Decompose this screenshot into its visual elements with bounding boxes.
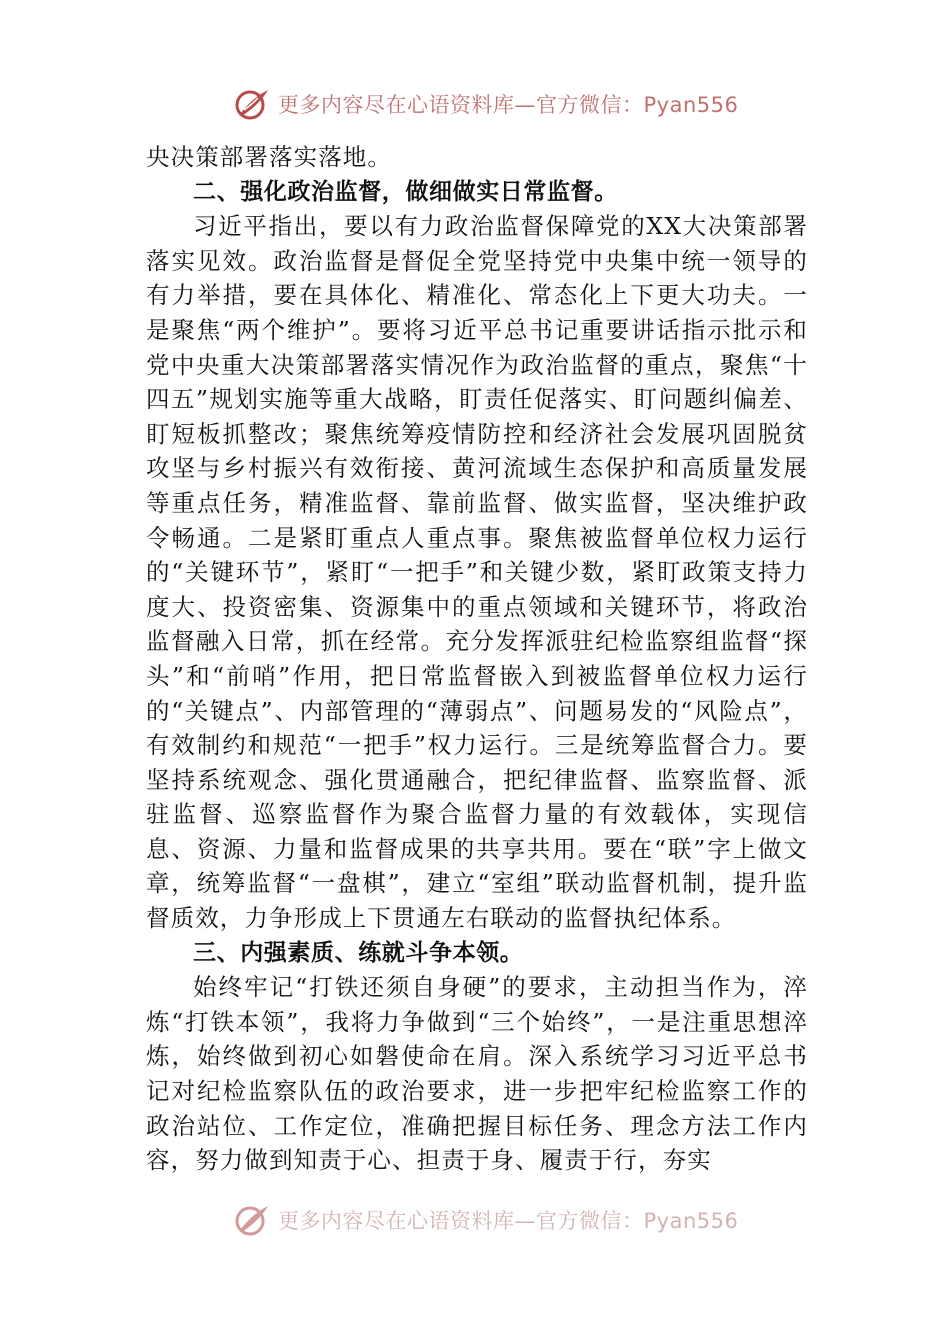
brush-leaf-logo-icon xyxy=(232,84,272,124)
header-banner-text: 更多内容尽在心语资料库—官方微信：Pyan556 xyxy=(278,93,739,117)
page-footer-banner xyxy=(232,1202,738,1238)
section-heading-2: 二、强化政治监督，做细做实日常监督。 xyxy=(193,178,618,205)
paragraph-political-supervision: 习近平指出，要以有力政治监督保障党的XX大决策部署落实见效。政治监督是督促全党坚持党中央集中统一领导的有力举措，要在具体化、精准化、常态化上下更大功夫。一是聚焦“两个维护”。要将习近平总书记重要讲话指示批示和党中央重大决策部署落实情况作为政治监督的重点，聚焦“十四五”规划实施等重大战略，盯责任促落实、盯问题纠偏差、盯短板抓整改；聚焦统筹疫情防控和经济社会发展巩固脱贫攻坚与乡村振兴有效衔接、黄河流域生态保护和高质量发展等重点任务，精准监督、靠前监督、做实监督，坚决维护政令畅通。二是紧盯重点人重点事。聚焦被监督单位权力运行的“关键环节”，紧盯“一把手”和关键少数，紧盯政策支持力度大、投资密集、资源集中的重点领域和关键环节，将政治监督融入日常，抓在经常。充分发挥派驻纪检监察组监督“探头”和“前哨”作用，把日常监督嵌入到被监督单位权力运行的“关键点”、内部管理的“薄弱点”、问题易发的“风险点”，有效制约和规范“一把手”权力运行。三是统筹监督合力。要坚持系统观念、强化贯通融合，把纪律监督、监察监督、派驻监督、巡察监督作为聚合监督力量的有效载体，实现信息、资源、力量和监督成果的共享共用。要在“联”字上做文章，统筹监督“一盘棋”，建立“室组”联动监督机制，提升监督质效，力争形成上下贯通左右联动的监督执纪体系。 xyxy=(146,212,808,933)
paragraph-continuation: 央决策部署落实落地。 xyxy=(146,143,392,171)
paragraph-quality-building: 始终牢记“打铁还须自身硬”的要求，主动担当作为，淬炼“打铁本领”，我将力争做到“三个始终”，一是注重思想淬炼，始终做到初心如磐使命在肩。深入系统学习习近平总书记对纪检监察队伍的政治要求，进一步把牢纪检监察工作的政治站位、工作定位，准确把握目标任务、理念方法工作内容，努力做到知责于心、担责于身、履责于行，夯实 xyxy=(146,973,808,1175)
document-body xyxy=(146,140,808,1178)
section-heading-3: 三、内强素质、练就斗争本领。 xyxy=(193,939,524,966)
page-header-banner xyxy=(232,82,738,126)
brush-leaf-logo-icon xyxy=(232,1200,272,1240)
footer-banner-text: 更多内容尽在心语资料库—官方微信：Pyan556 xyxy=(278,1209,739,1233)
